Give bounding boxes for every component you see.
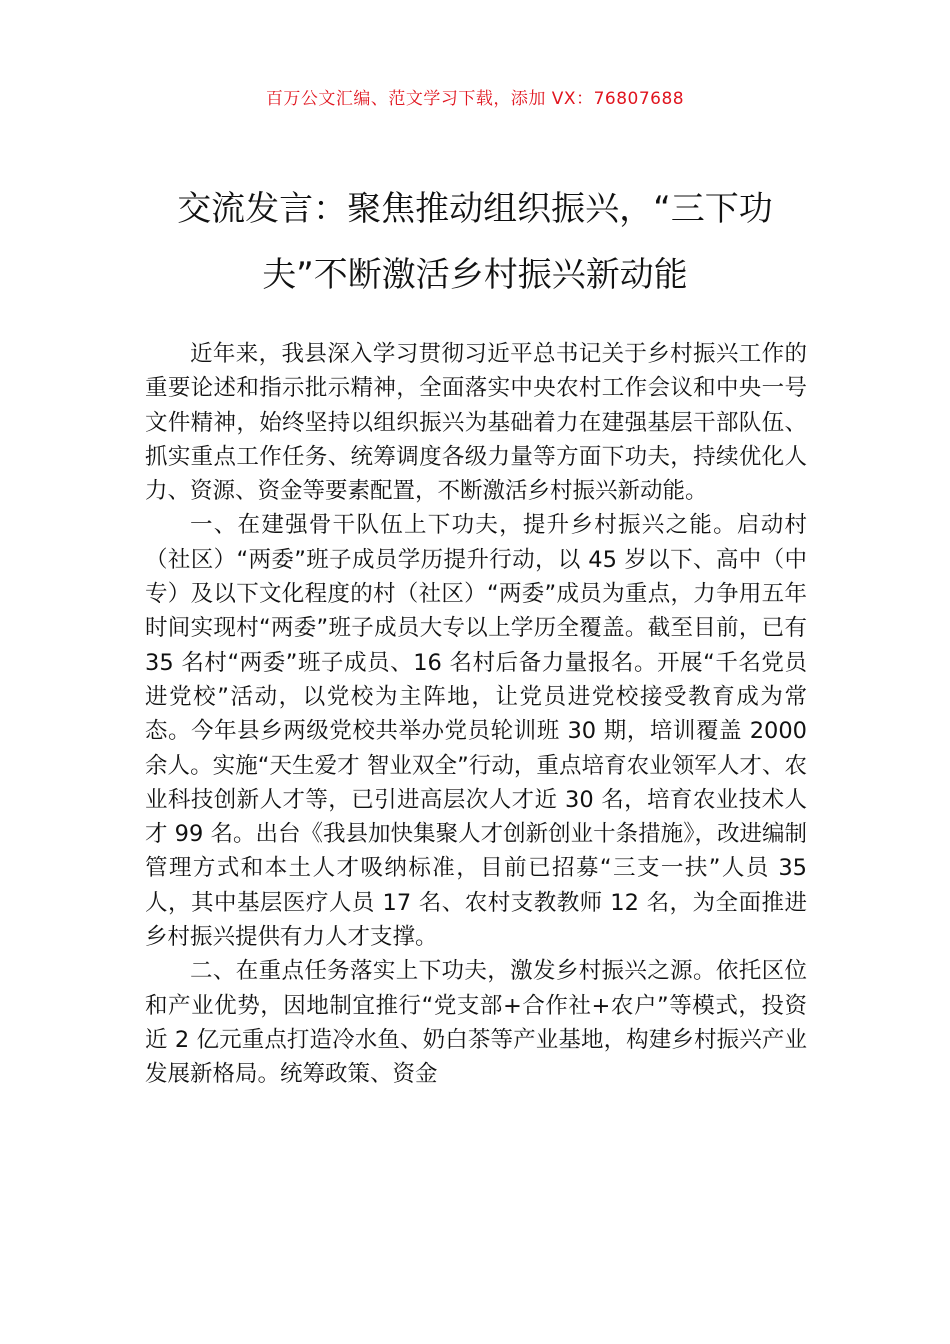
header-watermark-note: 百万公文汇编、范文学习下载，添加 VX：76807688	[265, 89, 685, 109]
paragraph-section-1	[145, 508, 807, 954]
section-heading: 二、在重点任务落实上下功夫，激发乡村振兴之源。	[190, 958, 716, 985]
title-line-1: 交流发言：聚焦推动组织振兴，“三下功	[177, 189, 773, 229]
document-title	[145, 176, 805, 308]
paragraph-text: 依托区位和产业优势，因地制宜推行“党支部+合作社+农户”等模式，投资近 2 亿元重点打造冷水鱼、奶白茶等产业基地，构建乡村振兴产业发展新格局。统筹政策、资金	[145, 958, 807, 1088]
paragraph-section-2	[145, 954, 807, 1091]
section-heading: 一、在建强骨干队伍上下功夫，提升乡村振兴之能。	[190, 512, 737, 539]
paragraph-text: 启动村（社区）“两委”班子成员学历提升行动，以 45 岁以下、高中（中专）及以下文化程度的村（社区）“两委”成员为重点，力争用五年时间实现村“两委”班子成员大专以上学历全覆盖。截至目前，已有 35 名村“两委”班子成员、16 名村后备力量报名。开展“千名党员进党校”活动，以党校为主阵地，让党员进党校接受教育成为常态。今年县乡两级党校共举办党员轮训班 30 期，培训覆盖 2000 余人。实施“天生爱才 智业双全”行动，重点培育农业领军人才、农业科技创新人才等，已引进高层次人才近 30 名，培育农业技术人才 99 名。出台《我县加快集聚人才创新创业十条措施》，改进编制管理方式和本土人才吸纳标准，目前已招募“三支一扶”人员 35 人，其中基层医疗人员 17 名、农村支教教师 12 名，为全面推进乡村振兴提供有力人才支撑。	[145, 512, 807, 951]
paragraph-intro	[145, 337, 807, 508]
document-body	[145, 337, 807, 1092]
title-line-2: 夫”不断激活乡村振兴新动能	[262, 255, 688, 295]
paragraph-text: 近年来，我县深入学习贯彻习近平总书记关于乡村振兴工作的重要论述和指示批示精神，全面落实中央农村工作会议和中央一号文件精神，始终坚持以组织振兴为基础着力在建强基层干部队伍、抓实重点工作任务、统筹调度各级力量等方面下功夫，持续优化人力、资源、资金等要素配置，不断激活乡村振兴新动能。	[145, 341, 807, 505]
